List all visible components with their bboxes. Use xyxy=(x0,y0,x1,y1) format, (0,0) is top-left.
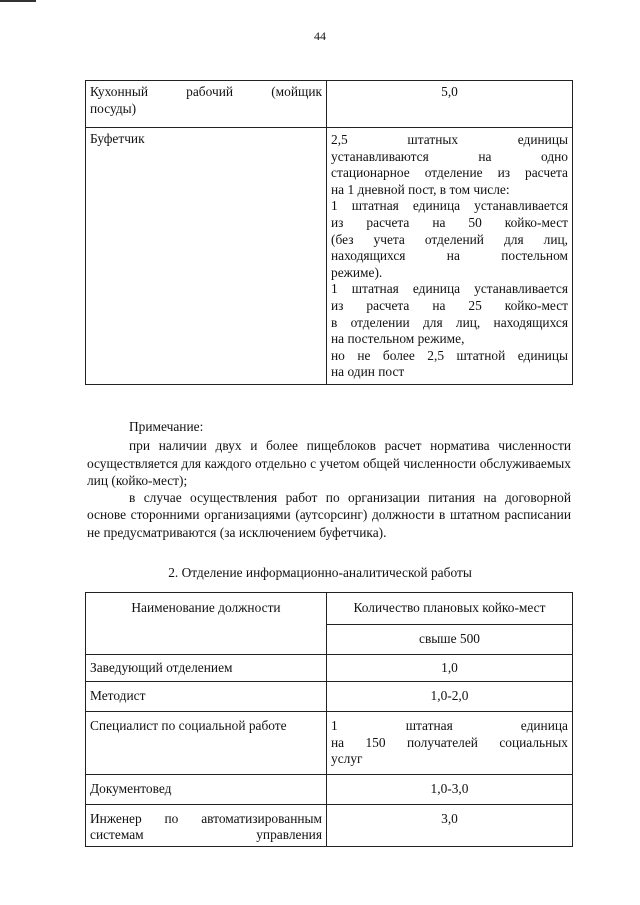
staffing-table-info-dept xyxy=(85,592,573,847)
norm-cell: 1,0-2,0 xyxy=(327,682,573,712)
header-position: Наименование должности xyxy=(86,593,327,655)
table-row xyxy=(86,655,573,682)
position-cell: Документовед xyxy=(86,774,327,804)
norm-cell: 1 штатная единица на 150 получателей социальных услуг xyxy=(327,712,573,775)
note-block xyxy=(87,418,571,541)
cell-line: 2,5 штатных единицы xyxy=(331,132,568,147)
norm-cell: 1,0 xyxy=(327,655,573,682)
cell-line: на 1 дневной пост, в том числе: xyxy=(331,181,510,197)
table-row xyxy=(86,774,573,804)
note-heading: Примечание: xyxy=(129,419,204,434)
cell-line: 1 штатная единица устанавливается xyxy=(331,281,568,297)
table-row xyxy=(86,712,573,775)
position-cell xyxy=(86,81,327,128)
cell-line: стационарное отделение из расчета xyxy=(331,165,568,181)
norm-cell xyxy=(327,81,573,128)
cell-line: из расчета на 50 койко-мест xyxy=(331,214,568,230)
position-cell xyxy=(86,128,327,385)
norm-cell xyxy=(327,128,573,385)
cell-line: 1 штатная единица устанавливается xyxy=(331,198,568,214)
table-row xyxy=(86,682,573,712)
cell-line: на один пост xyxy=(331,364,405,380)
cell-line: Кухонный рабочий (мойщик xyxy=(90,84,322,99)
scan-edge-mark xyxy=(0,0,36,2)
cell-line: в отделении для лиц, находящихся xyxy=(331,314,568,330)
note-paragraph: при наличии двух и более пищеблоков расчет норматива численности осуществляется для каждого отдельно с учетом общей численности обслуживаемых лиц (койко-мест); xyxy=(87,438,571,488)
position-cell: Заведующий отделением xyxy=(86,655,327,682)
cell-line: (без учета отделений для лиц, xyxy=(331,231,568,247)
page-number: 44 xyxy=(314,29,326,43)
header-count: Количество плановых койко-мест xyxy=(327,593,573,625)
cell-line: находящихся на постельном xyxy=(331,248,568,264)
cell-line: посуды) xyxy=(90,100,137,116)
table-row xyxy=(86,81,573,128)
cell-line: на постельном режиме, xyxy=(331,331,465,347)
position-cell: Специалист по социальной работе xyxy=(86,712,327,775)
header-sub: свыше 500 xyxy=(327,625,573,655)
table-row xyxy=(86,128,573,385)
cell-line: но не более 2,5 штатной единицы xyxy=(331,347,568,363)
note-paragraph: в случае осуществления работ по организации питания на договорной основе сторонними организациями (аутсорсинг) должности в штатном расписании не предусматриваются (за исключением буфетчика). xyxy=(87,490,571,540)
table-row xyxy=(86,804,573,846)
cell-line: Буфетчик xyxy=(90,131,145,146)
cell-line: из расчета на 25 койко-мест xyxy=(331,297,568,313)
position-cell: Инженер по автоматизированным системам управления xyxy=(86,804,327,846)
cell-line: режиме). xyxy=(331,264,383,280)
staffing-table-kitchen xyxy=(85,80,573,385)
norm-cell: 3,0 xyxy=(327,804,573,846)
norm-cell: 1,0-3,0 xyxy=(327,774,573,804)
position-cell: Методист xyxy=(86,682,327,712)
cell-line: устанавливаются на одно xyxy=(331,148,568,164)
cell-line: 5,0 xyxy=(441,84,458,99)
section-title: 2. Отделение информационно-аналитической работы xyxy=(168,565,472,580)
table-header-row xyxy=(86,593,573,625)
